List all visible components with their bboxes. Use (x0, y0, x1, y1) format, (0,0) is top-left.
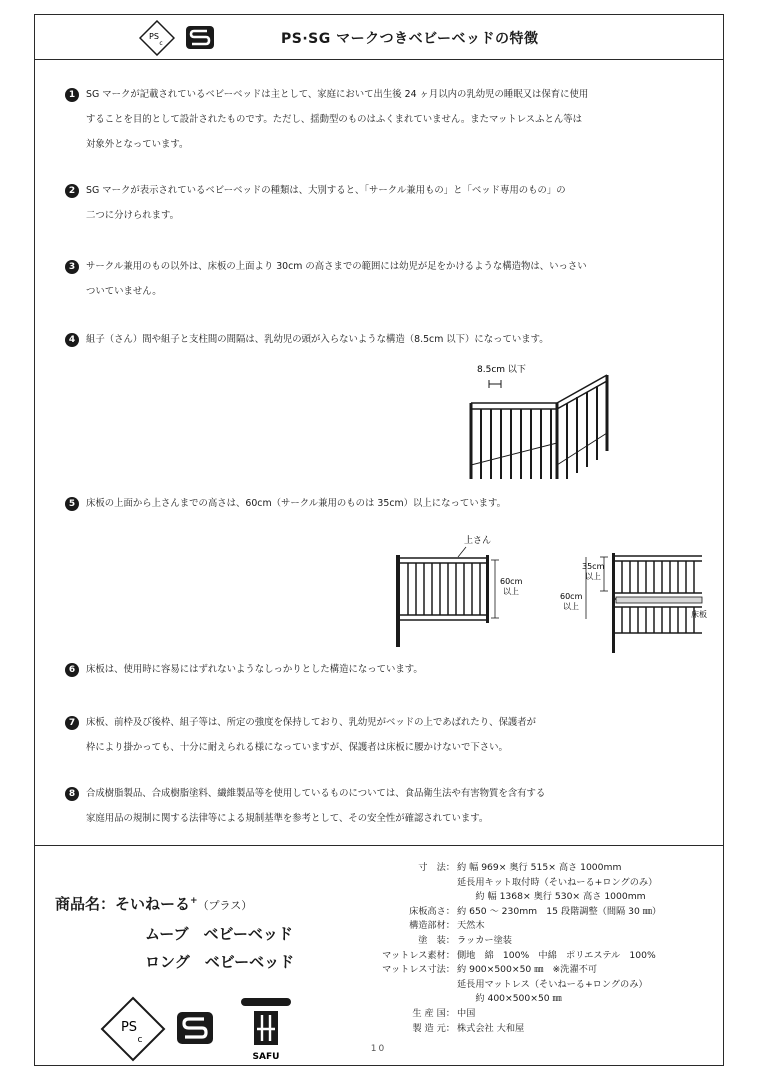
spec-row: 構造部材： 天然木 (409, 920, 485, 932)
item-line: 二つに分けられます。 (86, 210, 179, 221)
product-variant: ロング ベビーベッド (145, 953, 295, 971)
spec-row: 製 造 元： 株式会社 大和屋 (412, 1022, 525, 1034)
feature-item-7 (65, 710, 695, 760)
item-number: 2 (65, 184, 79, 198)
ps-mark-icon (139, 20, 175, 56)
item-line: 家庭用品の規制に関する法律等による規制基準を参考として、その安全性が確認されています。 (86, 813, 489, 824)
spec-row: マットレス素材： 側地 綿 100% 中綿 ポリエステル 100% (382, 949, 656, 961)
item-number: 5 (65, 497, 79, 511)
floor-board (616, 597, 702, 603)
item-number: 1 (65, 88, 79, 102)
item-number: 6 (65, 663, 79, 677)
item-line: 枠により掛かっても、十分に耐えられる様になっていますが、保護者は床板に腰かけないで下さい。 (86, 742, 508, 753)
bed-height-diagram (390, 523, 710, 653)
page-title: PS·SG マークつきベビーベッドの特徴 (281, 31, 539, 47)
document-frame (34, 14, 724, 1066)
spec-table (335, 861, 661, 1036)
item-line: SG マークが表示されているベビーベッドの種類は、大別すると、「サークル兼用もの」と「ベッド専用のもの」の (86, 185, 566, 196)
feature-item-3 (65, 254, 695, 304)
height-label: 以上 (503, 587, 519, 596)
item-line: ついていません。 (86, 286, 162, 297)
feature-item-8 (65, 781, 695, 831)
sg-mark-icon (185, 25, 215, 50)
item-line: サークル兼用のもの以外は、床板の上面より 30cm の高さまでの範囲には幼児が足をかけるような構造物は、いっさい (86, 261, 587, 272)
product-plus-label: （プラス） (197, 899, 253, 912)
spec-row: 床板高さ： 約 650 ～ 230mm 15 段階調整（間隔 30 ㎜） (409, 905, 662, 917)
spec-row: マットレス寸法： 約 900×500×50 ㎜ ※洗濯不可 (382, 964, 598, 976)
spec-continuation: 延長用マットレス（そいねーる+ロングのみ） (457, 978, 648, 990)
item-line: 床板は、使用時に容易にはずれないようなしっかりとした構造になっています。 (86, 664, 423, 675)
floor-label: 床板 (691, 610, 707, 619)
circle-height-label: 以上 (585, 572, 601, 581)
height-label: 60cm (500, 577, 523, 586)
product-variant: ムーブ ベビーベッド (145, 925, 293, 943)
feature-item-1 (65, 82, 695, 157)
item-number: 8 (65, 787, 79, 801)
spec-continuation: 約 400×500×50 ㎜ (457, 993, 562, 1005)
circle-height-label: 35cm (582, 562, 605, 571)
sg-mark-icon (177, 1012, 213, 1044)
item-number: 4 (65, 333, 79, 347)
item-line: SG マークが記載されているベビーベッドは主として、家庭において出生後 24 ヶ月以内の乳幼児の睡眠又は保育に使用 (86, 89, 589, 100)
top-rail-label: 上さん (464, 536, 492, 546)
product-name-block (55, 887, 294, 976)
item-line: 対象外となっています。 (86, 139, 189, 150)
slat-gap-diagram (463, 361, 613, 483)
feature-item-4 (65, 327, 695, 352)
feature-item-5 (65, 491, 695, 516)
spec-continuation: 約 幅 1368× 奥行 530× 高さ 1000mm (457, 891, 646, 903)
item-line: 床板、前枠及び後枠、組子等は、所定の強度を保持しており、乳幼児がベッドの上であばれたり、保護者が (86, 717, 537, 728)
section-divider (35, 845, 723, 846)
item-number: 3 (65, 260, 79, 274)
page-number: 10 (370, 1044, 387, 1054)
feature-item-6 (65, 657, 695, 682)
circle-total-label: 以上 (563, 602, 579, 611)
spec-continuation: 延長用キット取付時（そいねーる+ロングのみ） (457, 876, 658, 888)
certification-logos (99, 995, 329, 1065)
product-name: 商品名：そいねーる (55, 895, 191, 913)
item-number: 7 (65, 716, 79, 730)
svg-text:SAFU: SAFU (252, 1052, 280, 1062)
svg-text:c: c (137, 1035, 143, 1045)
svg-text:PS: PS (149, 32, 159, 41)
svg-text:PS: PS (120, 1020, 138, 1035)
circle-total-label: 60cm (560, 592, 583, 601)
item-line: 合成樹脂製品、合成樹脂塗料、繊維製品等を使用しているものについては、食品衛生法や有害物質を含有する (86, 788, 546, 799)
feature-item-2 (65, 178, 695, 228)
spec-row: 生 産 国： 中国 (412, 1007, 476, 1019)
item-line: することを目的として設計されたものです。ただし、揺動型のものはふくまれていません。またマットレスふとん等は (86, 114, 583, 125)
header (35, 15, 723, 60)
gap-label: 8.5cm 以下 (477, 365, 526, 375)
spec-row: 塗 装： ラッカー塗装 (418, 934, 512, 946)
item-line: 組子（さん）間や組子と支柱間の間隔は、乳幼児の頭が入らないような構造（8.5cm 以下）になっています。 (86, 334, 549, 345)
product-plus-sign: + (190, 896, 198, 906)
spec-row: 寸 法： 約 幅 969× 奥行 515× 高さ 1000mm (418, 862, 622, 873)
item-line: 床板の上面から上さんまでの高さは、60cm（サークル兼用のものは 35cm）以上になっています。 (86, 498, 507, 509)
svg-text:c: c (159, 40, 163, 47)
